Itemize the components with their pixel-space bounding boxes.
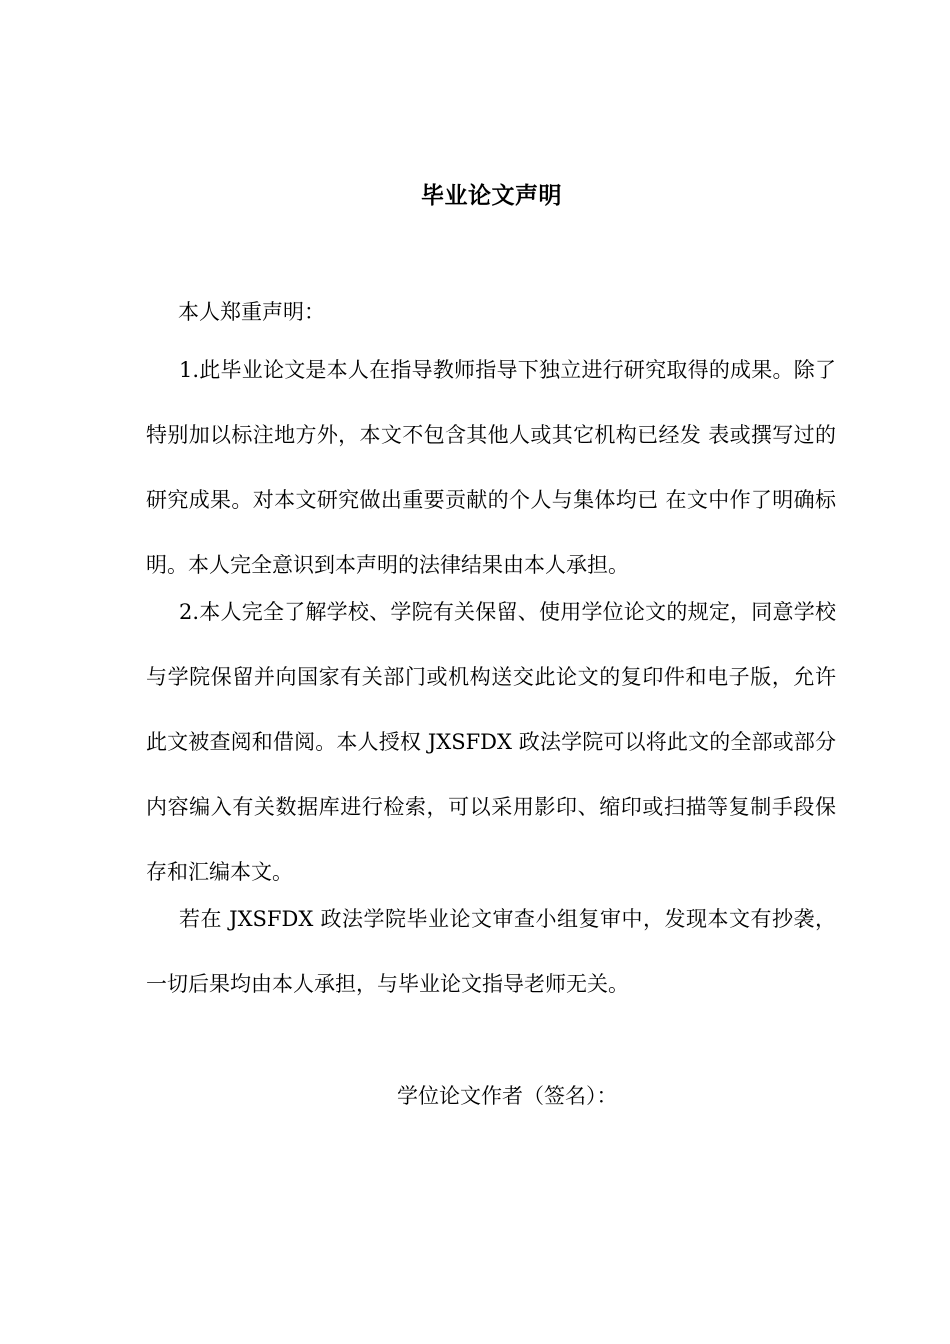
document-title: 毕业论文声明	[421, 183, 562, 209]
author-signature-label: 学位论文作者（签名）：	[397, 1084, 618, 1108]
paragraph-plagiarism	[146, 887, 836, 1017]
paragraph-text: 1.此毕业论文是本人在指导教师指导下独立进行研究取得的成果。除了特别加以标注地方外，本文不包含其他人或其它机构已经发 表或撰写过的研究成果。对本文研究做出重要贡献的个人与集体均已 在文中作了明确标明。本人完全意识到本声明的法律结果由本人承担。	[146, 358, 836, 577]
paragraph-originality	[146, 338, 836, 598]
paragraph-text: 2.本人完全了解学校、学院有关保留、使用学位论文的规定，同意学校与学院保留并向国家有关部门或机构送交此论文的复印件和电子版，允许此文被查阅和借阅。本人授权 JXSFDX 政法学院可以将此文的全部或部分内容编入有关数据库进行检索，可以采用影印、缩印或扫描等复制手段保存和汇编本文。	[146, 600, 836, 884]
paragraph-authorization	[146, 580, 836, 905]
paragraph-text: 若在 JXSFDX 政法学院毕业论文审查小组复审中，发现本文有抄袭，一切后果均由本人承担，与毕业论文指导老师无关。	[146, 907, 836, 996]
intro-line: 本人郑重声明：	[178, 300, 325, 324]
